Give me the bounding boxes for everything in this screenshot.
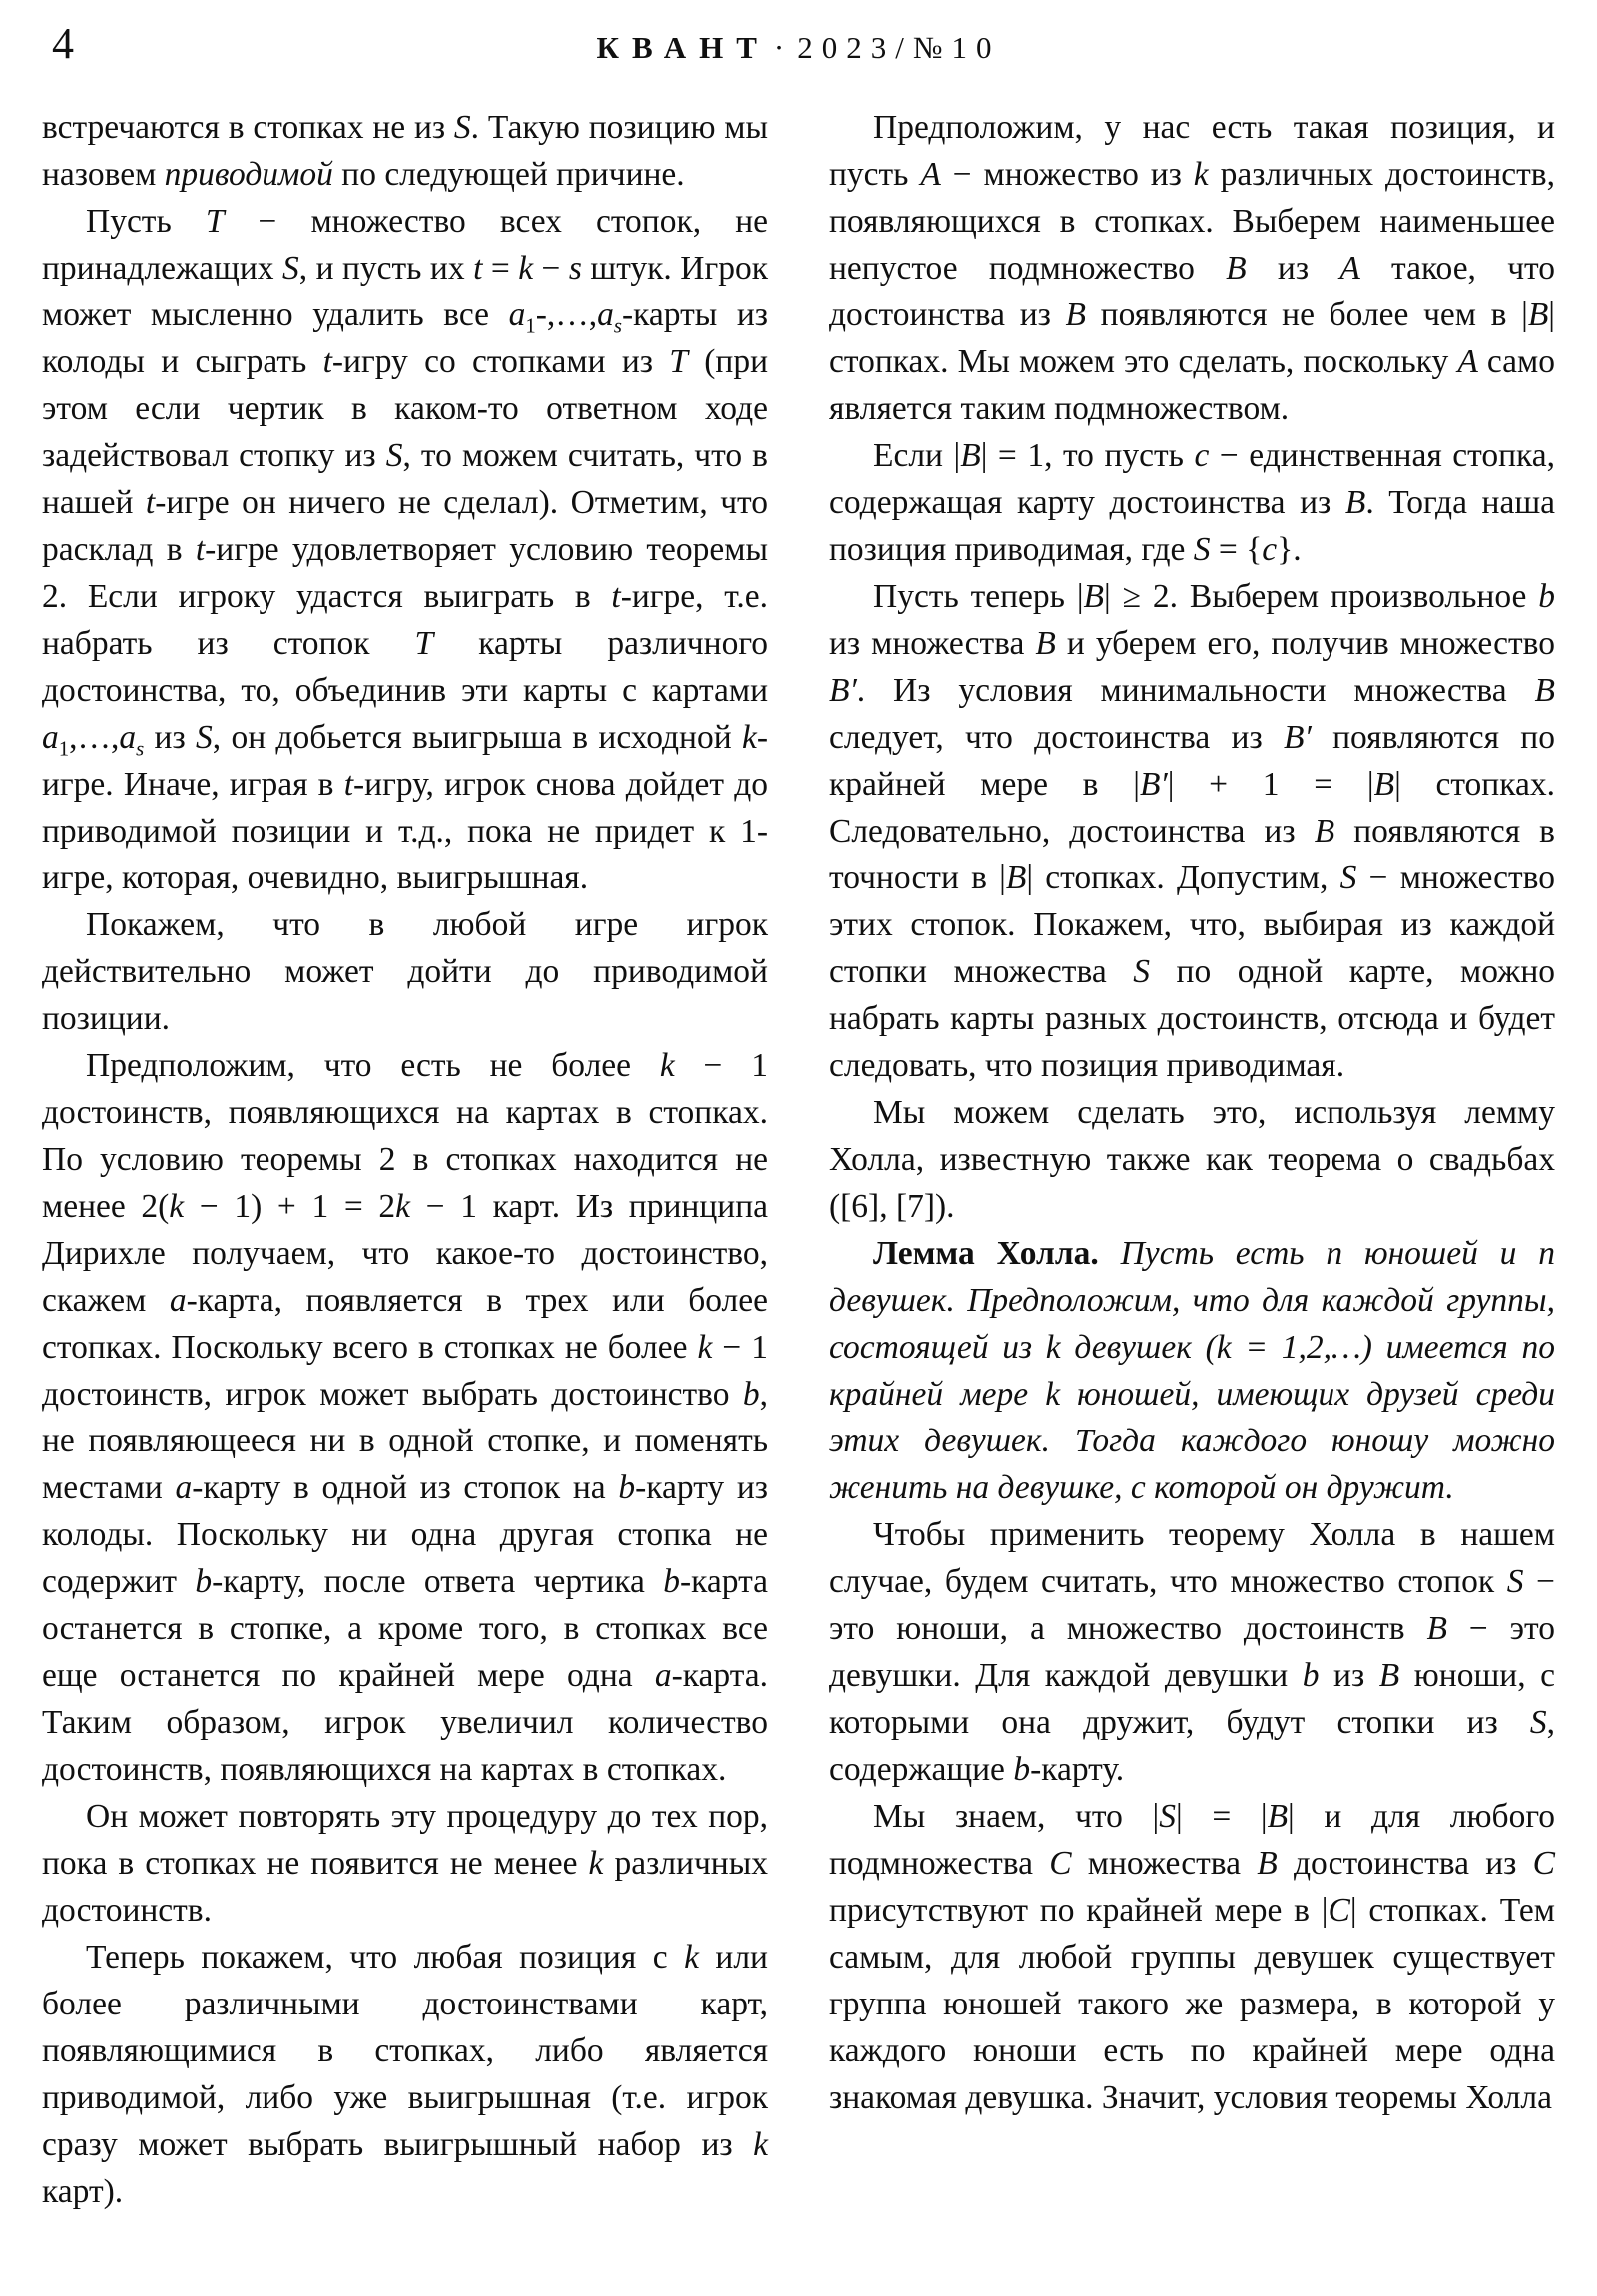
two-column-text [0,104,1597,2215]
paragraph: Пусть T − множество всех стопок, не принадлежащих S, и пусть их t = k − s штук. Игрок может мысленно удалить все $a_1-,\dots,a_s$-карты из колоды и сыграть t-игру со стопками из T (при этом если чертик в каком-то ответном ходе задействовал стопку из S, то можем считать, что в нашей t-игре он ничего не сделал). Отметим, что расклад в t-игре удовлетворяет условию теоремы 2. Если игроку удастся выиграть в t-игре, т.е. набрать из стопок T карты различного достоинства, то, объединив эти карты с картами $a_1,\dots,a_s$ из S, он добьется выигрыша в исходной k-игре. Иначе, играя в t-игру, игрок снова дойдет до приводимой позиции и т.д., пока не придет к 1-игре, которая, очевидно, выигрышная. [42,203,769,896]
page-number: 4 [52,19,74,68]
paragraph: Мы знаем, что |S| = |B| и для любого подмножества C множества B достоинства из C присутствуют по крайней мере в |C| стопках. Тем самым, для любой группы девушек существует группа юношей такого же размера, в которой у каждого юноши есть по крайней мере одна знакомая девушка. Значит, условия теоремы Холла [829,1798,1555,2116]
page-header [0,0,1597,78]
paragraph: Теперь покажем, что любая позиция с k или более различными достоинствами карт, появляющимися в стопках, либо является приводимой, либо уже выигрышная (т.е. игрок сразу может выбрать выигрышный набор из k карт). [42,1939,768,2210]
paragraph: встречаются в стопках не из S. Такую позицию мы назовем приводимой по следующей причине. [42,109,768,193]
paragraph: Предположим, что есть не более k − 1 достоинств, появляющихся на картах в стопках. По условию теоремы 2 в стопках находится не менее 2(k − 1) + 1 = 2k − 1 карт. Из принципа Дирихле получаем, что какое-то достоинство, скажем a-карта, появляется в трех или более стопках. Поскольку всего в стопках не более k − 1 достоинств, игрок может выбрать достоинство b, не появляющееся ни в одной стопке, и поменять местами a-карту в одной из стопок на b-карту из колоды. Поскольку ни одна другая стопка не содержит b-карту, после ответа чертика b-карта останется в стопке, а кроме того, в стопках все еще останется по крайней мере одна a-карта. Таким образом, игрок увеличил количество достоинств, появляющихся на картах в стопках. [42,1047,769,1788]
paragraph: Предположим, у нас есть такая позиция, и пусть A − множество из k различных достоинств, появляющихся в стопках. Выберем наименьшее непустое подмножество B из A такое, что достоинства из B появляются не более чем в |B| стопках. Мы можем это сделать, поскольку A само является таким подмножеством. [829,109,1556,427]
paragraph: Лемма Холла. Пусть есть n юношей и n девушек. Предположим, что для каждой группы, состоящей из k девушек (k = 1,2,…) имеется по крайней мере k юношей, имеющих друзей среди этих девушек. Тогда каждого юношу можно женить на девушке, с которой он дружит. [829,1235,1555,1506]
paragraph: Мы можем сделать это, используя лемму Холла, известную также как теорема о свадьбах ([6], [7]). [829,1094,1555,1225]
paragraph: Он может повторять эту процедуру до тех пор, пока в стопках не появится не менее k различных достоинств. [42,1798,768,1929]
journal-title: КВАНТ [596,30,770,65]
journal-issue: 2023/№10 [798,30,1001,65]
paragraph: Покажем, что в любой игре игрок действительно может дойти до приводимой позиции. [42,906,768,1037]
left-column [42,104,768,2215]
paragraph: Пусть теперь |B| ≥ 2. Выберем произвольное b из множества B и уберем его, получив множество B′. Из условия минимальности множества B следует, что достоинства из B′ появляются по крайней мере в |B′| + 1 = |B| стопках. Следовательно, достоинства из B появляются в точности в |B| стопках. Допустим, S − множество этих стопок. Покажем, что, выбирая из каждой стопки множества S по одной карте, можно набрать карты разных достоинств, отсюда и будет следовать, что позиция приводимая. [829,578,1556,1084]
paragraph: Чтобы применить теорему Холла в нашем случае, будем считать, что множество стопок S − это юноши, а множество достоинств B − это девушки. Для каждой девушки b из B юноши, с которыми она дружит, будут стопки из S, содержащие b-карту. [829,1516,1555,1788]
paragraph: Если |B| = 1, то пусть c − единственная стопка, содержащая карту достоинства из B. Тогда наша позиция приводимая, где S = {c}. [829,437,1556,568]
running-head [0,30,1597,66]
right-column [829,104,1555,2215]
header-separator-dot: · [773,30,785,65]
